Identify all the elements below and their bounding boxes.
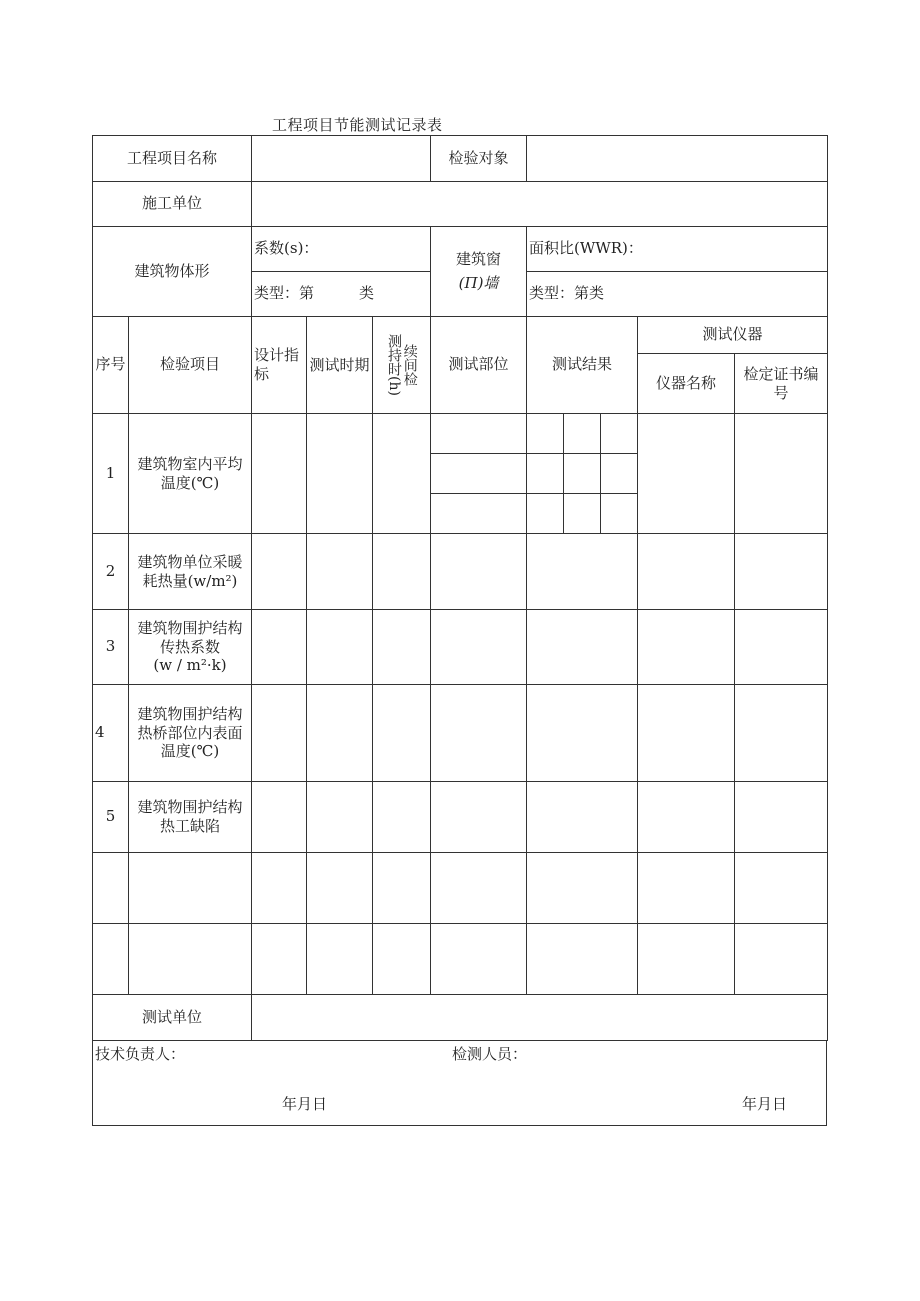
certificate-no-cell[interactable] <box>735 414 828 534</box>
col-duration-part1: 测持时(h) <box>386 334 403 396</box>
row-seq <box>93 853 129 924</box>
row-item: 建筑物室内平均温度(℃) <box>129 414 252 534</box>
inspect-object-label: 检验对象 <box>431 136 527 182</box>
tech-lead-date: 年月日 <box>282 1095 328 1113</box>
test-unit-field[interactable] <box>252 995 828 1041</box>
col-test-period: 测试时期 <box>307 317 373 414</box>
location-cell[interactable] <box>431 685 527 782</box>
document-title: 工程项目节能测试记录表 <box>272 116 443 134</box>
row-item <box>129 853 252 924</box>
location-cell[interactable] <box>431 782 527 853</box>
location-cell[interactable] <box>431 610 527 685</box>
certificate-no-cell[interactable] <box>735 782 828 853</box>
result-cell[interactable] <box>527 534 638 610</box>
col-item: 检验项目 <box>129 317 252 414</box>
col-certificate-no: 检定证书编号 <box>735 354 828 414</box>
project-name-label: 工程项目名称 <box>93 136 252 182</box>
certificate-no-cell[interactable] <box>735 924 828 995</box>
signature-area <box>92 1040 827 1126</box>
result-cell[interactable] <box>527 494 564 534</box>
project-name-field[interactable] <box>252 136 431 182</box>
row-seq: 2 <box>93 534 129 610</box>
test-period-cell[interactable] <box>307 534 373 610</box>
duration-cell[interactable] <box>373 782 431 853</box>
record-form <box>92 135 827 1041</box>
result-cell[interactable] <box>601 414 638 454</box>
inspector-date: 年月日 <box>742 1095 788 1113</box>
window-wall-label <box>431 227 527 317</box>
certificate-no-cell[interactable] <box>735 853 828 924</box>
location-cell[interactable] <box>431 534 527 610</box>
building-shape-label: 建筑物体形 <box>93 227 252 317</box>
window-wall-line2: (П)墙 <box>458 273 499 292</box>
result-cell[interactable] <box>527 782 638 853</box>
construction-unit-label: 施工单位 <box>93 182 252 227</box>
col-duration-part2: 续间检 <box>401 343 418 386</box>
test-period-cell[interactable] <box>307 610 373 685</box>
test-period-cell[interactable] <box>307 924 373 995</box>
row-item: 建筑物围护结构热桥部位内表面温度(℃) <box>129 685 252 782</box>
col-location: 测试部位 <box>431 317 527 414</box>
col-duration <box>373 317 431 414</box>
window-wall-line1: 建筑窗 <box>456 250 502 269</box>
type-left-field[interactable]: 类型：第 类 <box>252 272 431 317</box>
row-item: 建筑物围护结构热工缺陷 <box>129 782 252 853</box>
col-result: 测试结果 <box>527 317 638 414</box>
inspector-label: 检测人员： <box>452 1045 528 1063</box>
location-cell[interactable] <box>431 924 527 995</box>
design-index-cell[interactable] <box>252 782 307 853</box>
tech-lead-label: 技术负责人： <box>95 1045 186 1063</box>
row-item-unit: (w / m²·k) <box>153 656 227 675</box>
result-cell[interactable] <box>601 494 638 534</box>
result-cell[interactable] <box>527 685 638 782</box>
duration-cell[interactable] <box>373 853 431 924</box>
result-cell[interactable] <box>601 454 638 494</box>
instrument-name-cell[interactable] <box>638 853 735 924</box>
design-index-cell[interactable] <box>252 853 307 924</box>
row-item: 建筑物单位采暖耗热量(w/m²) <box>129 534 252 610</box>
duration-cell[interactable] <box>373 610 431 685</box>
location-cell[interactable] <box>431 414 527 454</box>
construction-unit-field[interactable] <box>252 182 828 227</box>
design-index-cell[interactable] <box>252 610 307 685</box>
result-cell[interactable] <box>564 454 601 494</box>
instrument-name-cell[interactable] <box>638 685 735 782</box>
design-index-cell[interactable] <box>252 534 307 610</box>
row-seq: 1 <box>93 414 129 534</box>
duration-cell[interactable] <box>373 924 431 995</box>
row-item-main: 建筑物围护结构传热系数 <box>137 618 243 656</box>
instrument-name-cell[interactable] <box>638 414 735 534</box>
row-seq: 4 <box>93 685 129 782</box>
row-seq: 5 <box>93 782 129 853</box>
result-cell[interactable] <box>527 610 638 685</box>
location-cell[interactable] <box>431 853 527 924</box>
certificate-no-cell[interactable] <box>735 534 828 610</box>
test-period-cell[interactable] <box>307 782 373 853</box>
col-instrument-group: 测试仪器 <box>638 317 828 354</box>
duration-cell[interactable] <box>373 414 431 534</box>
location-cell[interactable] <box>431 454 527 494</box>
row-item <box>129 610 252 685</box>
row-item <box>129 924 252 995</box>
design-index-cell[interactable] <box>252 924 307 995</box>
record-table <box>92 135 828 1041</box>
type-right-field[interactable]: 类型：第类 <box>527 272 828 317</box>
result-cell[interactable] <box>527 924 638 995</box>
result-cell[interactable] <box>527 853 638 924</box>
duration-cell[interactable] <box>373 685 431 782</box>
instrument-name-cell[interactable] <box>638 924 735 995</box>
inspect-object-field[interactable] <box>527 136 828 182</box>
result-cell[interactable] <box>527 454 564 494</box>
test-period-cell[interactable] <box>307 414 373 534</box>
certificate-no-cell[interactable] <box>735 685 828 782</box>
test-unit-label: 测试单位 <box>93 995 252 1041</box>
result-cell[interactable] <box>527 414 564 454</box>
design-index-cell[interactable] <box>252 414 307 534</box>
duration-cell[interactable] <box>373 534 431 610</box>
col-instrument-name: 仪器名称 <box>638 354 735 414</box>
row-seq: 3 <box>93 610 129 685</box>
design-index-cell[interactable] <box>252 685 307 782</box>
result-cell[interactable] <box>564 414 601 454</box>
test-period-cell[interactable] <box>307 853 373 924</box>
instrument-name-cell[interactable] <box>638 610 735 685</box>
test-period-cell[interactable] <box>307 685 373 782</box>
col-design-index: 设计指标 <box>252 317 307 414</box>
instrument-name-cell[interactable] <box>638 534 735 610</box>
row-seq <box>93 924 129 995</box>
col-seq: 序号 <box>93 317 129 414</box>
coefficient-field[interactable]: 系数(s)： <box>252 227 431 272</box>
instrument-name-cell[interactable] <box>638 782 735 853</box>
location-cell[interactable] <box>431 494 527 534</box>
result-cell[interactable] <box>564 494 601 534</box>
area-ratio-field[interactable]: 面积比(WWR)： <box>527 227 828 272</box>
certificate-no-cell[interactable] <box>735 610 828 685</box>
